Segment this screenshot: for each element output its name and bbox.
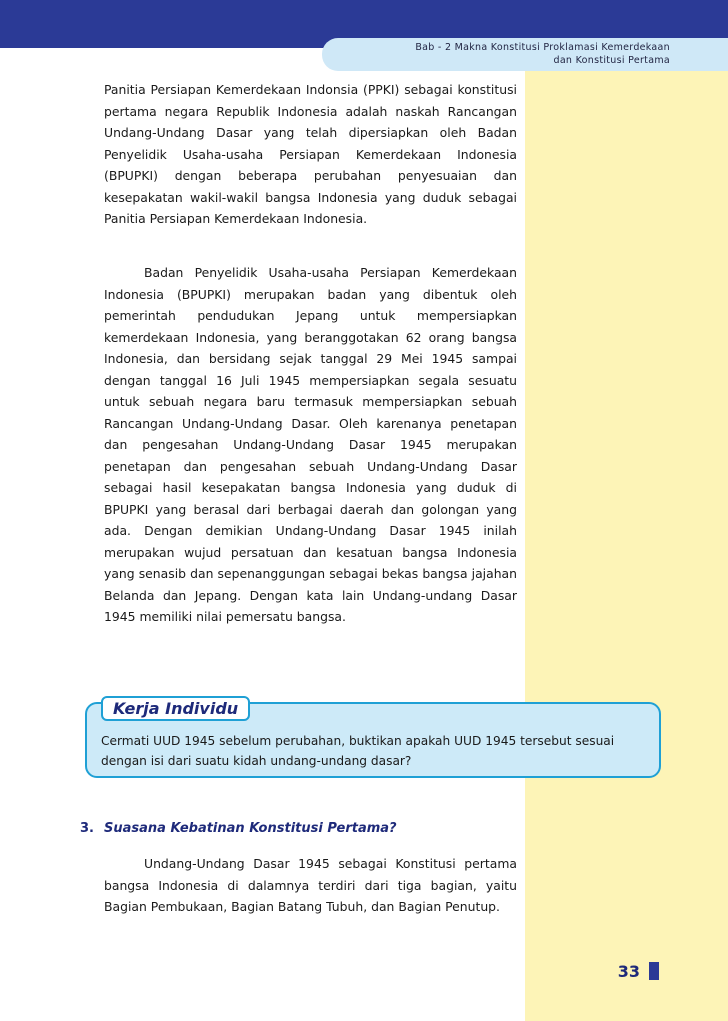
- paragraph-ppki: Panitia Persiapan Kemerdekaan Indonsia (PPKI) sebagai konstitusi pertama negara Republik Indonesia adalah naskah Rancangan Undang-Undang Dasar yang telah dipersiapkan oleh Badan Penyelidik Usaha-usaha Persiapan Kemerdekaan Indonesia (BPUPKI) dengan beberapa perubahan penyesuaian dan kesepakatan wakil-wakil bangsa Indonesia yang duduk sebagai Panitia Persiapan Kemerdekaan Indonesia.: [104, 82, 517, 226]
- chapter-header-line1: Bab - 2 Makna Konstitusi Proklamasi Kemerdekaan: [415, 42, 670, 53]
- paragraph-section3: Undang-Undang Dasar 1945 sebagai Konstitusi pertama bangsa Indonesia di dalamnya terdiri dari tiga bagian, yaitu Bagian Pembukaan, Bagian Batang Tubuh, dan Bagian Penutup.: [104, 856, 517, 914]
- side-panel: [525, 71, 728, 1021]
- kerja-individu-text: Cermati UUD 1945 sebelum perubahan, buktikan apakah UUD 1945 tersebut sesuai dengan isi dari suatu kidah undang-undang dasar?: [101, 734, 615, 768]
- chapter-header: [322, 38, 728, 71]
- chapter-header-line2: dan Konstitusi Pertama: [553, 55, 670, 66]
- page-number: 33: [617, 962, 640, 981]
- section-heading: [80, 821, 520, 836]
- section-title: Suasana Kebatinan Konstitusi Pertama?: [104, 821, 397, 836]
- paragraph-bpupki: Badan Penyelidik Usaha-usaha Persiapan Kemerdekaan Indonesia (BPUPKI) merupakan badan yang dibentuk oleh pemerintah pendudukan Jepang untuk mempersiapkan kemerdekaan Indonesia, yang beranggotakan 62 orang bangsa Indonesia, dan bersidang sejak tanggal 29 Mei 1945 sampai dengan tanggal 16 Juli 1945 mempersiapkan segala sesuatu untuk sebuah negara baru termasuk mempersiapkan sebuah Rancangan Undang-Undang Dasar. Oleh karenanya penetapan dan pengesahan Undang-Undang Dasar 1945 merupakan penetapan dan pengesahan sebuah Undang-Undang Dasar sebagai hasil kesepakatan bangsa Indonesia yang duduk di BPUPKI yang berasal dari berbagai daerah dan golongan yang ada. Dengan demikian Undang-Undang Dasar 1945 inilah merupakan wujud persatuan dan kesatuan bangsa Indonesia yang senasib dan sepenanggungan sebagai bekas bangsa jajahan Belanda dan Jepang. Dengan kata lain Undang-undang Dasar 1945 memiliki nilai pemersatu bangsa.: [104, 265, 517, 624]
- page-number-marker: [649, 962, 659, 980]
- kerja-individu-title: Kerja Individu: [101, 696, 250, 721]
- section-number: 3.: [80, 821, 94, 836]
